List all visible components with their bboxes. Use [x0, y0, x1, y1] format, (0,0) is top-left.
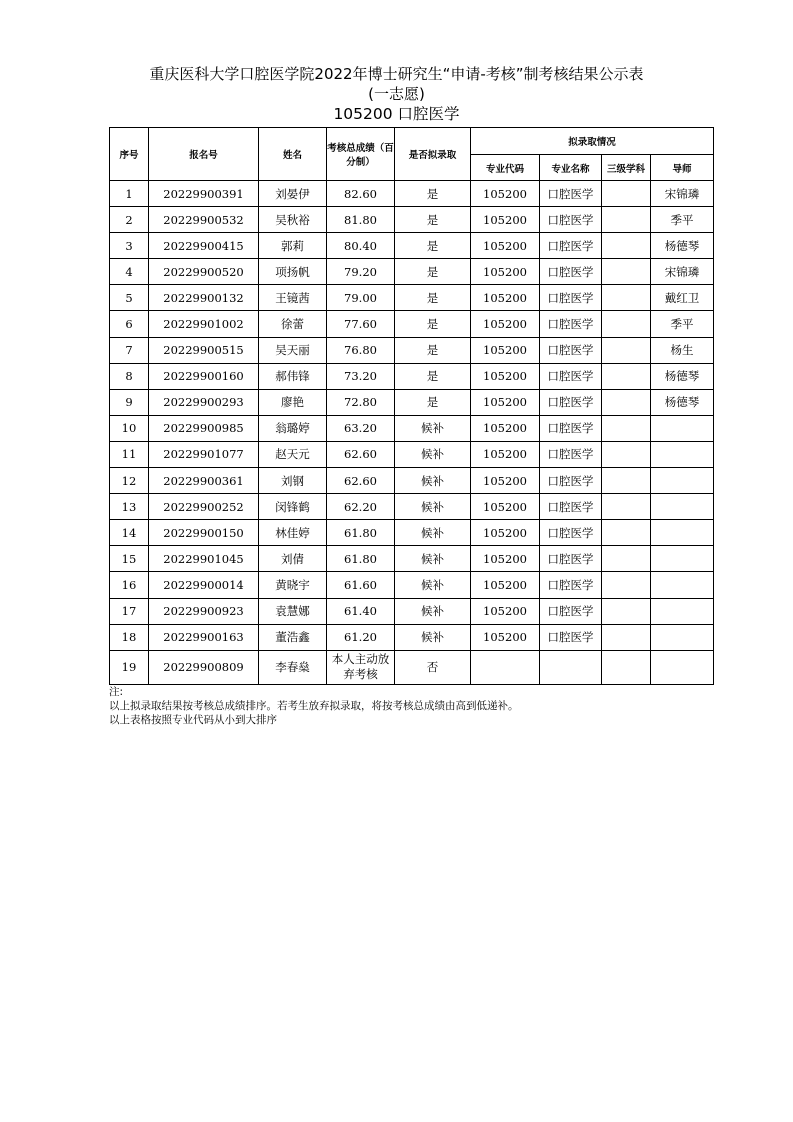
cell-major-name: 口腔医学: [540, 520, 602, 546]
cell-name: 李春燊: [259, 650, 327, 684]
table-row: [110, 207, 714, 233]
cell-sub-discipline: [602, 598, 651, 624]
table-body: [110, 181, 714, 685]
table-row: [110, 494, 714, 520]
table-row: [110, 546, 714, 572]
cell-supervisor: 宋锦璘: [651, 259, 714, 285]
cell-sub-discipline: [602, 233, 651, 259]
cell-sub-discipline: [602, 285, 651, 311]
cell-sub-discipline: [602, 259, 651, 285]
cell-major-name: 口腔医学: [540, 337, 602, 363]
cell-name: 翁璐婷: [259, 415, 327, 441]
cell-score: 62.60: [327, 468, 395, 494]
cell-name: 刘倩: [259, 546, 327, 572]
cell-supervisor: 杨生: [651, 337, 714, 363]
cell-sub-discipline: [602, 181, 651, 207]
cell-seq: 15: [110, 546, 149, 572]
cell-admit: 候补: [395, 546, 471, 572]
cell-name: 王镜茜: [259, 285, 327, 311]
cell-major-name: 口腔医学: [540, 363, 602, 389]
cell-major-code: 105200: [471, 598, 540, 624]
table-row: [110, 624, 714, 650]
cell-reg-no: 20229900923: [149, 598, 259, 624]
cell-reg-no: 20229900415: [149, 233, 259, 259]
cell-name: 赵天元: [259, 441, 327, 467]
cell-major-code: 105200: [471, 520, 540, 546]
cell-supervisor: 杨德琴: [651, 363, 714, 389]
cell-sub-discipline: [602, 520, 651, 546]
cell-major-code: 105200: [471, 285, 540, 311]
cell-seq: 6: [110, 311, 149, 337]
notes-label: 注:: [109, 686, 124, 698]
cell-sub-discipline: [602, 546, 651, 572]
cell-major-name: 口腔医学: [540, 546, 602, 572]
cell-admit: 是: [395, 363, 471, 389]
cell-admit: 是: [395, 233, 471, 259]
cell-seq: 9: [110, 389, 149, 415]
header-sub-discipline: 三级学科: [602, 155, 651, 181]
cell-major-code: 105200: [471, 572, 540, 598]
results-table: [109, 127, 714, 685]
table-row: [110, 363, 714, 389]
page-title: 重庆医科大学口腔医学院2022年博士研究生“申请-考核”制考核结果公示表: [149, 65, 644, 83]
cell-admit: 候补: [395, 598, 471, 624]
cell-name: 黄晓宇: [259, 572, 327, 598]
cell-name: 刘钢: [259, 468, 327, 494]
cell-name: 闵锋鹤: [259, 494, 327, 520]
cell-reg-no: 20229900160: [149, 363, 259, 389]
notes: [109, 685, 519, 727]
cell-seq: 11: [110, 441, 149, 467]
cell-reg-no: 20229900293: [149, 389, 259, 415]
table-row: [110, 441, 714, 467]
cell-score: 77.60: [327, 311, 395, 337]
cell-score: 本人主动放弃考核: [327, 650, 395, 684]
cell-sub-discipline: [602, 311, 651, 337]
cell-score: 61.80: [327, 520, 395, 546]
cell-admit: 是: [395, 389, 471, 415]
cell-name: 郝伟锋: [259, 363, 327, 389]
cell-major-name: 口腔医学: [540, 598, 602, 624]
header-name: 姓名: [259, 128, 327, 181]
cell-sub-discipline: [602, 624, 651, 650]
header-reg-no: 报名号: [149, 128, 259, 181]
cell-score: 72.80: [327, 389, 395, 415]
table-row: [110, 572, 714, 598]
cell-supervisor: 戴红卫: [651, 285, 714, 311]
cell-sub-discipline: [602, 441, 651, 467]
header-score: 考核总成绩（百分制）: [327, 128, 395, 181]
table-row: [110, 181, 714, 207]
cell-reg-no: 20229901002: [149, 311, 259, 337]
cell-admit: 是: [395, 259, 471, 285]
header-admit: 是否拟录取: [395, 128, 471, 181]
cell-supervisor: [651, 572, 714, 598]
cell-score: 76.80: [327, 337, 395, 363]
header-major-code: 专业代码: [471, 155, 540, 181]
cell-score: 61.20: [327, 624, 395, 650]
cell-admit: 候补: [395, 624, 471, 650]
cell-major-name: 口腔医学: [540, 259, 602, 285]
cell-name: 吴秋裕: [259, 207, 327, 233]
cell-seq: 5: [110, 285, 149, 311]
cell-supervisor: 杨德琴: [651, 233, 714, 259]
cell-major-name: 口腔医学: [540, 494, 602, 520]
cell-sub-discipline: [602, 363, 651, 389]
cell-admit: 否: [395, 650, 471, 684]
cell-seq: 2: [110, 207, 149, 233]
cell-major-name: 口腔医学: [540, 207, 602, 233]
cell-sub-discipline: [602, 207, 651, 233]
cell-score: 79.00: [327, 285, 395, 311]
cell-major-code: 105200: [471, 311, 540, 337]
cell-score: 61.60: [327, 572, 395, 598]
cell-name: 董浩鑫: [259, 624, 327, 650]
cell-major-code: 105200: [471, 259, 540, 285]
cell-supervisor: [651, 441, 714, 467]
cell-major-code: 105200: [471, 624, 540, 650]
cell-major-code: 105200: [471, 389, 540, 415]
major-title: 105200 口腔医学: [333, 105, 460, 123]
table-row: [110, 415, 714, 441]
cell-seq: 19: [110, 650, 149, 684]
header-admission-group: 拟录取情况: [471, 128, 714, 155]
cell-seq: 17: [110, 598, 149, 624]
cell-name: 林佳婷: [259, 520, 327, 546]
cell-name: 袁慧娜: [259, 598, 327, 624]
table-row: [110, 598, 714, 624]
cell-seq: 8: [110, 363, 149, 389]
cell-supervisor: [651, 494, 714, 520]
cell-admit: 是: [395, 337, 471, 363]
table-row: [110, 311, 714, 337]
cell-seq: 16: [110, 572, 149, 598]
cell-supervisor: [651, 598, 714, 624]
cell-major-code: 105200: [471, 441, 540, 467]
cell-supervisor: 宋锦璘: [651, 181, 714, 207]
table-row: [110, 285, 714, 311]
cell-score: 61.80: [327, 546, 395, 572]
cell-major-name: 口腔医学: [540, 415, 602, 441]
cell-reg-no: 20229900361: [149, 468, 259, 494]
cell-supervisor: 杨德琴: [651, 389, 714, 415]
table-row: [110, 259, 714, 285]
cell-sub-discipline: [602, 415, 651, 441]
table-row: [110, 233, 714, 259]
cell-major-code: 105200: [471, 494, 540, 520]
cell-major-code: 105200: [471, 233, 540, 259]
cell-seq: 4: [110, 259, 149, 285]
cell-admit: 候补: [395, 415, 471, 441]
cell-admit: 候补: [395, 468, 471, 494]
cell-major-name: [540, 650, 602, 684]
cell-major-name: 口腔医学: [540, 624, 602, 650]
cell-sub-discipline: [602, 337, 651, 363]
cell-major-name: 口腔医学: [540, 468, 602, 494]
cell-score: 82.60: [327, 181, 395, 207]
cell-sub-discipline: [602, 389, 651, 415]
cell-name: 吴天丽: [259, 337, 327, 363]
cell-admit: 候补: [395, 520, 471, 546]
cell-major-name: 口腔医学: [540, 389, 602, 415]
cell-admit: 候补: [395, 494, 471, 520]
cell-reg-no: 20229900014: [149, 572, 259, 598]
cell-supervisor: [651, 624, 714, 650]
cell-seq: 18: [110, 624, 149, 650]
cell-major-code: 105200: [471, 337, 540, 363]
cell-seq: 1: [110, 181, 149, 207]
cell-supervisor: [651, 650, 714, 684]
cell-score: 62.60: [327, 441, 395, 467]
cell-score: 61.40: [327, 598, 395, 624]
cell-supervisor: [651, 520, 714, 546]
cell-name: 廖艳: [259, 389, 327, 415]
cell-major-code: 105200: [471, 546, 540, 572]
cell-name: 项扬帆: [259, 259, 327, 285]
cell-major-code: 105200: [471, 181, 540, 207]
cell-admit: 候补: [395, 572, 471, 598]
cell-major-name: 口腔医学: [540, 572, 602, 598]
cell-admit: 是: [395, 285, 471, 311]
cell-sub-discipline: [602, 468, 651, 494]
cell-major-name: 口腔医学: [540, 311, 602, 337]
cell-supervisor: 季平: [651, 311, 714, 337]
cell-name: 刘晏伊: [259, 181, 327, 207]
cell-reg-no: 20229900515: [149, 337, 259, 363]
table-row: [110, 520, 714, 546]
cell-score: 79.20: [327, 259, 395, 285]
cell-score: 62.20: [327, 494, 395, 520]
header-major-name: 专业名称: [540, 155, 602, 181]
table-row: [110, 650, 714, 684]
cell-admit: 候补: [395, 441, 471, 467]
cell-reg-no: 20229900520: [149, 259, 259, 285]
cell-score: 63.20: [327, 415, 395, 441]
page-subtitle: (一志愿): [368, 85, 425, 103]
cell-major-name: 口腔医学: [540, 233, 602, 259]
cell-score: 81.80: [327, 207, 395, 233]
cell-admit: 是: [395, 311, 471, 337]
cell-reg-no: 20229900150: [149, 520, 259, 546]
cell-reg-no: 20229900132: [149, 285, 259, 311]
cell-reg-no: 20229900163: [149, 624, 259, 650]
header-supervisor: 导师: [651, 155, 714, 181]
cell-major-code: 105200: [471, 363, 540, 389]
cell-seq: 7: [110, 337, 149, 363]
cell-seq: 12: [110, 468, 149, 494]
cell-score: 80.40: [327, 233, 395, 259]
notes-line-2: 以上表格按照专业代码从小到大排序: [109, 714, 277, 726]
header-seq: 序号: [110, 128, 149, 181]
cell-major-code: [471, 650, 540, 684]
cell-supervisor: [651, 468, 714, 494]
cell-admit: 是: [395, 207, 471, 233]
cell-seq: 10: [110, 415, 149, 441]
cell-score: 73.20: [327, 363, 395, 389]
cell-sub-discipline: [602, 572, 651, 598]
cell-reg-no: 20229900809: [149, 650, 259, 684]
cell-reg-no: 20229901077: [149, 441, 259, 467]
cell-reg-no: 20229900985: [149, 415, 259, 441]
cell-major-code: 105200: [471, 468, 540, 494]
cell-admit: 是: [395, 181, 471, 207]
cell-sub-discipline: [602, 650, 651, 684]
cell-supervisor: 季平: [651, 207, 714, 233]
table-row: [110, 337, 714, 363]
cell-reg-no: 20229900391: [149, 181, 259, 207]
cell-seq: 3: [110, 233, 149, 259]
cell-name: 郭莉: [259, 233, 327, 259]
cell-major-name: 口腔医学: [540, 441, 602, 467]
cell-major-name: 口腔医学: [540, 181, 602, 207]
cell-seq: 13: [110, 494, 149, 520]
cell-reg-no: 20229900532: [149, 207, 259, 233]
cell-reg-no: 20229900252: [149, 494, 259, 520]
cell-name: 徐蕾: [259, 311, 327, 337]
cell-reg-no: 20229901045: [149, 546, 259, 572]
cell-major-code: 105200: [471, 207, 540, 233]
cell-major-name: 口腔医学: [540, 285, 602, 311]
table-row: [110, 389, 714, 415]
cell-supervisor: [651, 546, 714, 572]
cell-sub-discipline: [602, 494, 651, 520]
cell-major-code: 105200: [471, 415, 540, 441]
cell-seq: 14: [110, 520, 149, 546]
notes-line-1: 以上拟录取结果按考核总成绩排序。若考生放弃拟录取，将按考核总成绩由高到低递补。: [109, 700, 519, 712]
cell-supervisor: [651, 415, 714, 441]
table-row: [110, 468, 714, 494]
